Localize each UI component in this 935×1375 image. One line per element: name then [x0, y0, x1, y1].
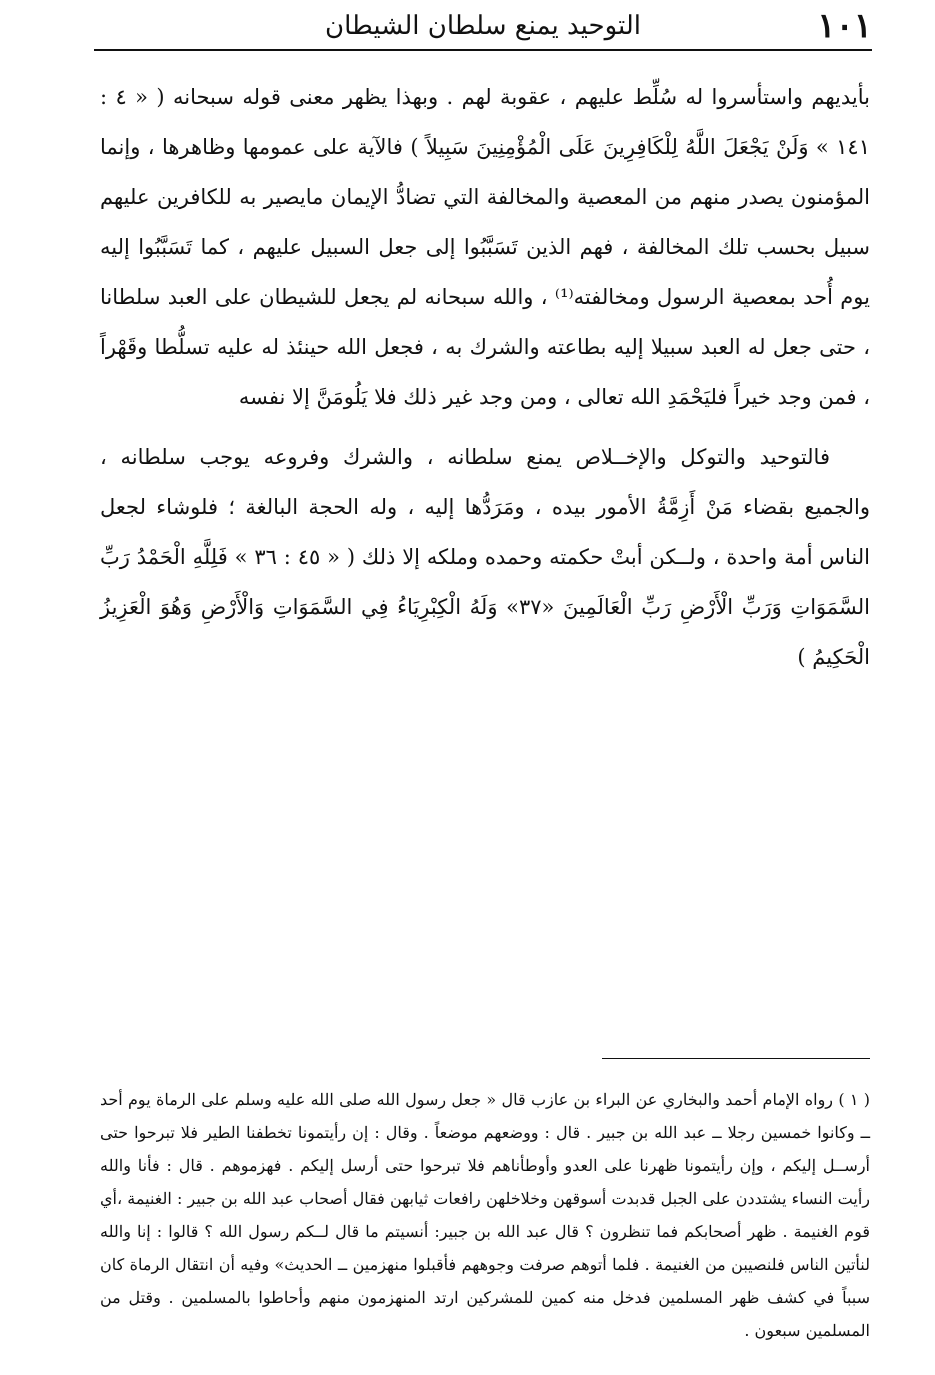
- paragraph: فالتوحيد والتوكل والإخــلاص يمنع سلطانه ، والشرك وفروعه يوجب سلطانه ، والجميع بقضاء مَنْ أَزِمَّةُ الأمور بيده ، ومَرَدُّها إليه ، وله الحجة البالغة ؛ فلوشاء لجعل الناس أمة واحدة ، ولــكن أبتْ حكمته وحمده وملكه إلا ذلك ( « ٤٥ : ٣٦ » فَلِلَّهِ الْحَمْدُ رَبِّ السَّمَوَاتِ وَرَبِّ الْأَرْضِ رَبِّ الْعَالَمِينَ «٣٧» وَلَهُ الْكِبْرِيَاءُ فِي السَّمَوَاتِ وَالْأَرْضِ وَهُوَ الْعَزِيزُ الْحَكِيمُ ): [100, 445, 870, 669]
- header-rule: [94, 49, 872, 51]
- page-header: [94, 6, 872, 46]
- footnotes: [100, 1083, 870, 1347]
- paragraph: بأيديهم واستأسروا له سُلِّط عليهم ، عقوبة لهم . وبهذا يظهر معنى قوله سبحانه ( « ٤ : ١٤١ » وَلَنْ يَجْعَلَ اللَّهُ لِلْكَافِرِينَ عَلَى الْمُؤْمِنِينَ سَبِيلاً ) فالآية على عمومها وظاهرها ، وإنما المؤمنون يصدر منهم من المعصية والمخالفة التي تضادُّ الإيمان مايصير به للكافرين عليهم سبيل بحسب تلك المخالفة ، فهم الذين تَسَبَّبُوا إلى جعل السبيل عليهم ، كما تَسَبَّبُوا إليه يوم أُحد بمعصية الرسول ومخالفته⁽¹⁾ ، والله سبحانه لم يجعل للشيطان على العبد سلطانا ، حتى جعل له العبد سبيلا إليه بطاعته والشرك به ، فجعل الله حينئذ له عليه تسلُّطا وقَهْراً ، فمن وجد خيراً فليَحْمَدِ الله تعالى ، ومن وجد غير ذلك فلا يَلُومَنَّ إلا نفسه: [100, 85, 870, 409]
- page-number: ١٠١: [817, 6, 872, 46]
- running-title: التوحيد يمنع سلطان الشيطان: [325, 11, 641, 41]
- main-text: [100, 72, 870, 692]
- footnote-divider: [602, 1058, 870, 1059]
- footnote: ( ١ ) رواه الإمام أحمد والبخاري عن البراء بن عازب قال « جعل رسول الله صلى الله عليه وسلم على الرماة يوم أحد ــ وكانوا خمسين رجلا ــ عبد الله بن جبير . قال : ووضعهم موضعاً . وقال : إن رأيتمونا تخطفنا الطير فلا تبرحوا حتى أرســل إليكم ، وإن رأيتمونا ظهرنا على العدو وأوطأناهم فلا تبرحوا حتى أرسل إليكم . فهزموهم . قال : فأنا والله رأيت النساء يشتددن على الجبل قدبدت أسوقهن وخلاخلهن رافعات ثيابهن فقال أصحاب عبد الله بن جبير : الغنيمة ،أي قوم الغنيمة . ظهر أصحابكم فما تنظرون ؟ قال عبد الله بن جبير: أنسيتم ما قال لــكم رسول الله ؟ قالوا : إنا والله لنأتين الناس فلنصيبن من الغنيمة . فلما أتوهم صرفت وجوههم فأقبلوا منهزمين ــ الحديث» وفيه أن انتقال الرماة كان سبباً في كشف ظهر المسلمين فدخل منه كمين للمشركين ارتد المنهزمون منهم وأحاطوا بالمسلمين . وقتل من المسلمين سبعون .: [100, 1090, 871, 1340]
